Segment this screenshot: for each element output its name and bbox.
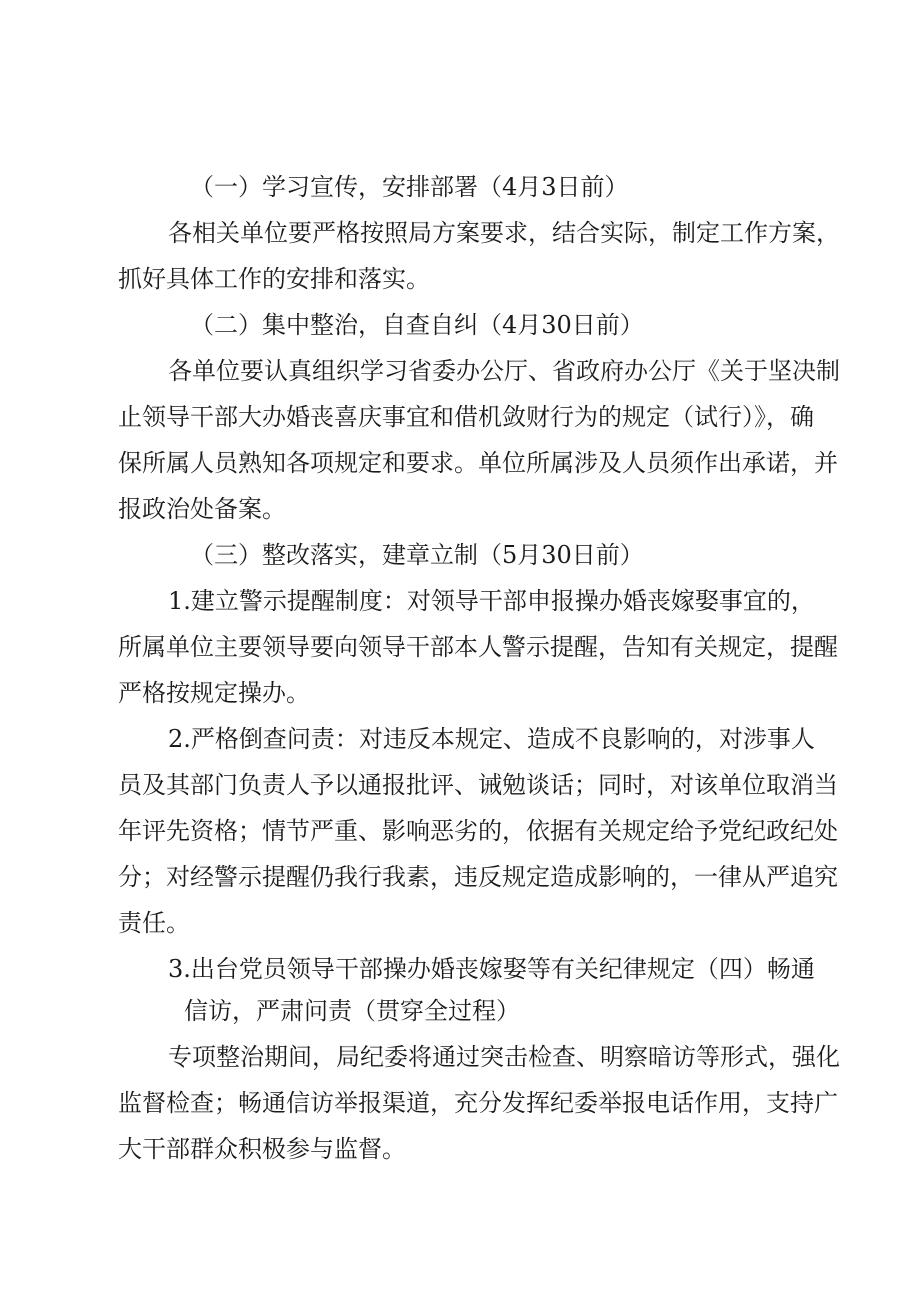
section-4-body-line-3: 大干部群众积极参与监督。: [118, 1135, 406, 1163]
item-2-line-2: 员及其部门负责人予以通报批评、诫勉谈话；同时，对该单位取消当: [118, 771, 838, 799]
section-4-body-line-1: 专项整治期间，局纪委将通过突击检查、明察暗访等形式，强化: [168, 1043, 840, 1071]
section-1-body-line-2: 抓好具体工作的安排和落实。: [118, 265, 430, 293]
item-1-line-1: 1.建立警示提醒制度：对领导干部申报操办婚丧嫁娶事宜的，: [168, 587, 815, 615]
item-3-line-1: 3.出台党员领导干部操办婚丧嫁娶等有关纪律规定（四）畅通: [168, 955, 815, 983]
section-2-body-line-1: 各单位要认真组织学习省委办公厅、省政府办公厅《关于坚决制: [168, 357, 840, 385]
item-2-line-3: 年评先资格；情节严重、影响恶劣的，依据有关规定给予党纪政纪处: [118, 817, 838, 845]
item-1-line-2: 所属单位主要领导要向领导干部本人警示提醒，告知有关规定，提醒: [118, 633, 838, 661]
item-2-line-5: 责任。: [118, 909, 190, 937]
section-1-body-line-1: 各相关单位要严格按照局方案要求，结合实际，制定工作方案，: [168, 219, 840, 247]
item-3-line-2: 信访，严肃问责（贯穿全过程）: [184, 997, 520, 1025]
section-1-heading: （一）学习宣传，安排部署（4月3日前）: [190, 173, 629, 201]
section-2-body-line-3: 保所属人员熟知各项规定和要求。单位所属涉及人员须作出承诺，并: [118, 449, 838, 477]
item-1-line-3: 严格按规定操办。: [118, 679, 310, 707]
section-2-body-line-2: 止领导干部大办婚丧喜庆事宜和借机敛财行为的规定（试行）》，确: [118, 403, 814, 431]
section-2-heading: （二）集中整治，自查自纠（4月30日前）: [190, 311, 644, 339]
section-3-heading: （三）整改落实，建章立制（5月30日前）: [190, 541, 644, 569]
item-2-line-4: 分；对经警示提醒仍我行我素，违反规定造成影响的，一律从严追究: [118, 863, 838, 891]
section-4-body-line-2: 监督检查；畅通信访举报渠道，充分发挥纪委举报电话作用，支持广: [118, 1089, 838, 1117]
section-2-body-line-4: 报政治处备案。: [118, 495, 286, 523]
item-2-line-1: 2.严格倒查问责：对违反本规定、造成不良影响的，对涉事人: [168, 725, 815, 753]
